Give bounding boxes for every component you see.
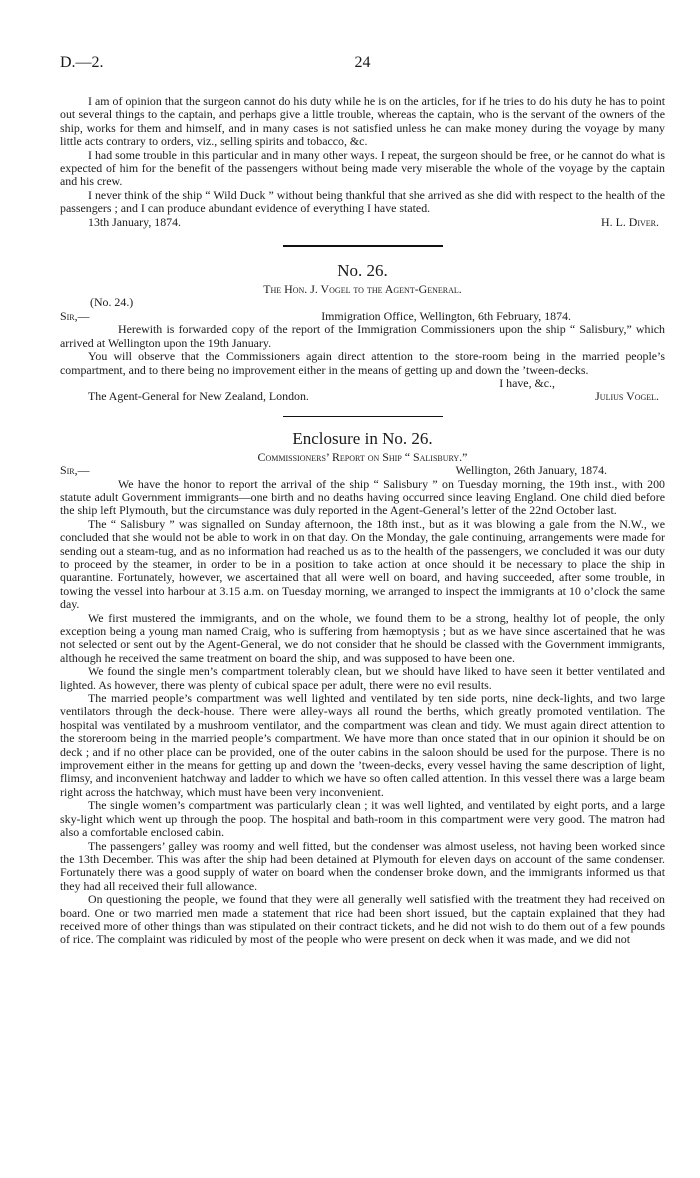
letter-no-26 (60, 261, 665, 404)
section-divider (283, 245, 443, 247)
addressee: The Agent-General for New Zealand, London. (88, 389, 309, 404)
sender-address: Immigration Office, Wellington, 6th February, 1874. (321, 308, 571, 323)
paragraph: We first mustered the immigrants, and on the whole, we found them to be a strong, healthy lot of people, the only exception being a young man named Craig, who is suffering from hæmoptysis ; but as we have since ascertained that he was not selected or sent out by the Agent-General, we do not consider that he should be classed with the Government immigrants, although he received the same treatment on board the ship, and was supposed to have been one. (60, 610, 665, 665)
salutation-line (60, 310, 665, 323)
page-number: 24 (354, 54, 371, 71)
paragraph: I am of opinion that the surgeon cannot do his duty while he is on the articles, for if he tries to do his duty he has to point out several things to the captain, and perhaps give a little trouble, whereas the captain, who is the servant of the owners of the ship, works for them and himself, and in many cases is not satisfied unless he can make money during the voyage by many little acts contrary to orders, viz., selling spirits and tobacco, &c. (60, 94, 665, 149)
section-title: Enclosure in No. 26. (292, 428, 433, 448)
signature: Julius Vogel. (595, 389, 659, 404)
salutation: Sir,— (60, 463, 90, 478)
page-header (60, 56, 665, 76)
section-subtitle: Commissioners’ Report on Ship “ Salisbury.” (257, 449, 468, 464)
paragraph: You will observe that the Commissioners again direct attention to the store-room being in the married people’s compartment, and to there being no improvement either in the means of getting up and down the ’tween-decks. (60, 349, 665, 377)
paragraph: Herewith is forwarded copy of the report of the Immigration Commissioners upon the ship “ Salisbury,” which arrived at Wellington upon the 19th January. (60, 322, 665, 350)
enclosure-no-26 (60, 429, 665, 947)
document-reference: D.—2. (60, 54, 104, 71)
letter-signoff (60, 390, 665, 403)
paragraph: We have the honor to report the arrival of the ship “ Salisbury ” on Tuesday morning, the 19th inst., with 200 statute adult Government immigrants—one birth and no deaths having occurred since leaving England. One child died before the ship left Plymouth, but the circumstance was duly reported in the Agent-General’s letter of the 22nd October last. (60, 476, 665, 518)
section-divider (283, 416, 443, 417)
section-subtitle: The Hon. J. Vogel to the Agent-General. (263, 282, 462, 297)
paragraph: The married people’s compartment was well lighted and ventilated by ten side ports, nine deck-lights, and two large ventilators through the deck-house. There were alley-ways all round the berths, which greatly promoted ventilation. The hospital was ventilated by a mushroom ventilator, and the compartment was clean and tidy. We must again direct attention to the storeroom being in the married people’s compartment. We have more than once stated that in our opinion it should be on deck ; and if no other place can be provided, one of the outer cabins in the saloon should be used for the purpose. There is no improvement either in the means for getting up and down the ’tween-decks, every vessel having the same description of light, flimsy, and inconvenient hatchway and ladder to which we have so often called attention. In this vessel there was a large beam right across the hatchway, which must have been very inconvenient. (60, 691, 665, 799)
paragraph: The passengers’ galley was roomy and well fitted, but the condenser was almost useless, not having been worked since the 13th December. This was after the ship had been detained at Plymouth for eleven days on account of the same condenser. Fortunately there was a good supply of water on board when the condenser broke down, and the immigrants informed us that they had all received their full allowance. (60, 838, 665, 893)
paragraph: The single women’s compartment was particularly clean ; it was well lighted, and ventilated by eight ports, and a large sky-light which went up through the poop. The hospital and bath-room in this compartment were very good. The matron had also a comfortable enclosed cabin. (60, 798, 665, 840)
section-title: No. 26. (337, 261, 388, 281)
sender-address: Wellington, 26th January, 1874. (455, 463, 607, 478)
signature: H. L. Diver. (601, 214, 659, 229)
page-content (60, 95, 665, 947)
letter-signoff (60, 216, 665, 229)
reference-number: (No. 24.) (90, 295, 134, 310)
paragraph: The “ Salisbury ” was signalled on Sunday afternoon, the 18th inst., but as it was blowing a gale from the N.W., we concluded that she would not be able to work in on that day. On the Monday, the gale continuing, arrangements were made for sending out a steam-tug, and as no information had reached us as to the health of the passengers, we concluded it was our duty to proceed by the steamer, in order to be in a position to take action at once should it be necessary to place the ship in quarantine. Fortunately, however, we ascertained that all were well on board, and having succeeded, after some trouble, in towing the vessel into harbour at 3.15 a.m. on Tuesday morning, we arranged to inspect the immigrants at 10 o’clock the same day. (60, 516, 665, 612)
paragraph: I never think of the ship “ Wild Duck ” without being thankful that she arrived as she did with respect to the health of the passengers ; and I can produce abundant evidence of everything I have stated. (60, 187, 665, 216)
closing: I have, &c., (499, 375, 555, 390)
salutation-line (60, 464, 665, 477)
diver-letter (60, 95, 665, 229)
letter-date: 13th January, 1874. (88, 214, 182, 229)
salutation: Sir,— (60, 308, 90, 323)
paragraph: On questioning the people, we found that they were all generally well satisfied with the treatment they had received on board. One or two married men made a statement that rice had been short issued, but the captain explained that they had received more of other things than was stipulated on their contract tickets, and he did not wish to do them out of a few pounds of rice. The complaint was ridiculed by most of the people who were present on deck when it was made, and we did not (60, 892, 665, 947)
paragraph: I had some trouble in this particular and in many other ways. I repeat, the surgeon should be free, or he cannot do what is expected of him for the benefit of the passengers without being made very miserable the whole of the voyage by the captain and his crew. (60, 147, 665, 189)
paragraph: We found the single men’s compartment tolerably clean, but we should have liked to have seen it better ventilated and lighted. As however, there was plenty of cubical space per adult, there were no evil results. (60, 664, 665, 692)
